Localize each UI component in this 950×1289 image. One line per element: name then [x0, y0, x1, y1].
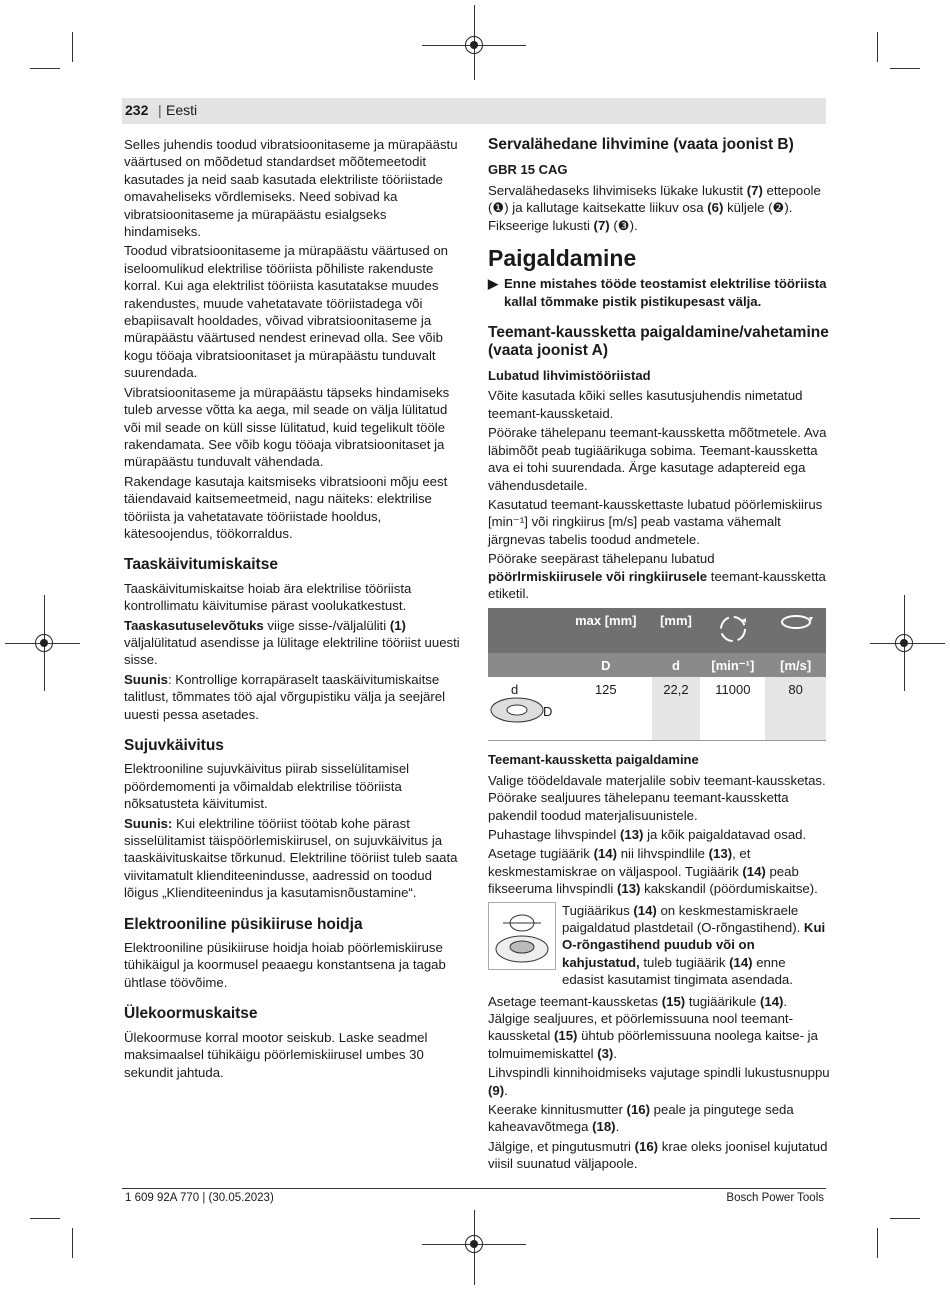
- crop-mark: [72, 1228, 73, 1258]
- o-ring-figure-row: [488, 902, 830, 989]
- table-header: D: [560, 653, 652, 677]
- bullet-triangle-icon: ▶: [488, 276, 499, 292]
- paragraph: Puhastage lihvspindel (13) ja kõik paigaldatavad osad.: [488, 826, 807, 842]
- paragraph: Pöörake seepärast tähelepanu lubatud pöörlrmiskiirusele või ringkiirusele teemant-kaussketta etiketil.: [488, 551, 826, 601]
- language-label: Eesti: [166, 102, 198, 118]
- paragraph: Pöörake tähelepanu teemant-kaussketta mõõtmetele. Ava läbimõõt peab tugiäärikuga sobima. Teemant-kaussketta ava ei tohi suurendada. Ärge kasutage adaptereid ega vähendusdetaile.: [488, 425, 827, 493]
- table-header: [m/s]: [765, 653, 826, 677]
- safety-warning: ▶ Enne mistahes tööde teostamist elektrilise tööriista kallal tõmmake pistik pistikupesast välja.: [488, 276, 827, 309]
- table-cell: 11000: [700, 677, 765, 741]
- right-column: [488, 136, 830, 1175]
- table-cell: 125: [560, 677, 652, 741]
- section-heading-constant-speed: Elektrooniline püsikiiruse hoidja: [124, 915, 363, 933]
- crop-mark: [877, 32, 878, 62]
- registration-mark-icon: [465, 1235, 483, 1253]
- model-heading: GBR 15 CAG: [488, 162, 568, 178]
- header-separator: |: [158, 102, 162, 118]
- crop-mark: [72, 32, 73, 62]
- crop-mark: [877, 1228, 878, 1258]
- paragraph: Asetage teemant-kaussketas (15) tugiäärikule (14). Jälgige sealjuures, et pöörlemissuuna nool teemant-kaussketal (15) ühtub pöörlemissuuna noolega kaitse- ja tolmuimemiskattel (3).: [488, 993, 818, 1061]
- table-top-header: max [mm]: [560, 608, 652, 653]
- crop-mark: [890, 68, 920, 69]
- paragraph: Valige töödeldavale materjalile sobiv teemant-kaussketas. Pöörake sealjuures tähelepanu teemant-kaussketta pakendil toodud materjalisuunistele.: [488, 772, 826, 823]
- table-header: d: [652, 653, 701, 677]
- section-heading-installation: Paigaldamine: [488, 245, 637, 272]
- registration-mark-icon: [35, 634, 53, 652]
- paragraph: Toodud vibratsioonitaseme ja mürapäästu väärtused on iseloomulikud elektrilise tööriista põhiliste rakenduste korral. Kui aga elektrilist tööriista kasutatakse muudes rakendustes, muude vahetatavate tööriistadega või ebapiisavalt hooldades, võivad vibratsioonitaseme ja mürapäästu väärtused nendest erinevad olla. See võib kogu tööaja vibratsioonitaset ja mürapäästu tunduvalt suurendada.: [124, 243, 449, 381]
- page-footer: [122, 1188, 826, 1204]
- disc-spec-table: [488, 608, 826, 741]
- table-header: [min⁻¹]: [700, 653, 765, 677]
- paragraph: Ülekoormuse korral mootor seiskub. Laske seadmel maksimaalsel tühikäigu pöörlemiskiirusel umbes 30 sekundit jahtuda.: [124, 1029, 428, 1080]
- paragraph: Servalähedaseks lihvimiseks lükake lukustit (7) ettepoole (❶) ja kallutage kaitsekatte liikuv osa (6) küljele (❷). Fikseerige lukusti (7) (❸).: [488, 182, 821, 233]
- paragraph: Keerake kinnitusmutter (16) peale ja pingutege seda kaheavavõtmega (18).: [488, 1102, 794, 1135]
- note-paragraph: Suunis: Kontrollige korrapäraselt taaskäivitumiskaitse talitlust, tõmmates töö ajal võrgupistiku välja ja seejärel uuesti pessa asetades.: [124, 671, 446, 722]
- paragraph: Vibratsioonitaseme ja mürapäästu täpseks hindamiseks tuleb arvesse võtta ka aega, mil seade on välja lülitatud või mil seade on küll sisse lülitatud, kuid tegelikult tööle rakendamata. See võib kogu tööaja vibratsioonitaset ja mürapäästu tunduvalt vähendada.: [124, 384, 450, 470]
- note-paragraph: Suunis: Kui elektriline tööriist töötab kohe pärast sisselülitamist täispöörlemiskiirusel, on sujuvkäivitus ja taaskäivituskaitse tõrkunud. Elektriline tööriist tuleb saata viivitamatult klienditeenindusse, aadressid on toodud lõigus „Klienditeenindus ja kasutamisnõustamine“.: [124, 815, 458, 901]
- rotation-speed-icon: [700, 608, 765, 653]
- crop-mark: [30, 1218, 60, 1219]
- peripheral-speed-icon: [765, 608, 826, 653]
- paragraph: Rakendage kasutaja kaitsmiseks vibratsiooni mõju eest täiendavaid kaitsemeetmeid, nagu näiteks: elektrilise tööriista ja vahetatavate tööriistade hooldus, kätesoojendus, töökorraldus.: [124, 473, 448, 541]
- table-cell: 22,2: [652, 677, 701, 741]
- disc-figure: d D: [488, 677, 560, 741]
- brand-label: Bosch Power Tools: [726, 1192, 824, 1204]
- paragraph: Kasutatud teemant-kausskettaste lubatud pöörlemiskiirus [min⁻¹] või ringkiirus [m/s] peab vastama vähemalt järgnevas tabelis toodud andmetele.: [488, 496, 823, 547]
- paragraph: Elektrooniline sujuvkäivitus piirab sisselülitamisel pöördemomenti ja võimaldab elektrilise tööriista nõksatusteta käivitumist.: [124, 761, 410, 812]
- flange-figure: [488, 902, 556, 970]
- paragraph: Taaskäivitumiskaitse hoiab ära elektrilise tööriista kontrollimatu käivitumise pärast voolukatkestust.: [124, 580, 412, 614]
- paragraph: Lihvspindli kinnihoidmiseks vajutage spindli lukustusnuppu (9).: [488, 1065, 830, 1098]
- crop-mark: [890, 1218, 920, 1219]
- subheading-allowed-tools: Lubatud lihvimistööriistad: [488, 368, 651, 384]
- paragraph: Selles juhendis toodud vibratsioonitaseme ja mürapäästu väärtused on mõõdetud standardset mõõtemeetodit kasutades ja neid saab kasutada elektriliste tööriistade omavaheliseks võrdlemiseks. Need sobivad ka vibratsioonitaseme ja mürapäästu esialgseks hindamiseks.: [124, 137, 458, 240]
- subheading-mounting: Teemant-kaussketta paigaldamine: [488, 752, 699, 768]
- document-id: 1 609 92A 770 | (30.05.2023): [125, 1192, 274, 1204]
- page-number: 232: [125, 102, 149, 118]
- paragraph: Taaskasutuselevõtuks viige sisse-/väljalüliti (1) väljalülitatud asendisse ja lülitage elektriline tööriist uuesti sisse.: [124, 617, 460, 668]
- crop-mark: [30, 68, 60, 69]
- paragraph: Võite kasutada kõiki selles kasutusjuhendis nimetatud teemant-kaussketaid.: [488, 388, 803, 421]
- paragraph: Jälgige, et pingutusmutri (16) krae oleks joonisel kujutatud viisil suunatud väljapoole.: [488, 1138, 828, 1172]
- section-heading-restart: Taaskäivitumiskaitse: [124, 556, 278, 574]
- section-heading-overload: Ülekoormuskaitse: [124, 1005, 258, 1023]
- section-heading-edge-grinding: Servalähedane lihvimine (vaata joonist B): [488, 136, 794, 153]
- section-heading-soft-start: Sujuvkäivitus: [124, 737, 224, 754]
- paragraph: Elektrooniline püsikiiruse hoidja hoiab pöörlemiskiiruse tühikäigul ja koormusel peaaegu konstantsena ja tagab ühtlase töövõime.: [124, 940, 446, 990]
- registration-mark-icon: [465, 36, 483, 54]
- section-heading-diamond-disc: Teemant-kaussketta paigaldamine/vahetamine (vaata joonist A): [488, 324, 829, 359]
- paragraph: Asetage tugiäärik (14) nii lihvspindlile (13), et keskmestamiskrae on väljaspool. Tugiäärik (14) peab fikseeruma lihvspindli (13) kakskandil (pöördumiskaitse).: [488, 846, 818, 897]
- page-header: [122, 98, 826, 124]
- registration-mark-icon: [895, 634, 913, 652]
- paragraph: Tugiäärikus (14) on keskmestamiskraele paigaldatud plastdetail (O-rõngastihend). Kui O-rõngastihend puudub või on kahjustatud, tuleb tugiäärik (14) enne edasist kasutamist tingimata asendada.: [562, 902, 826, 988]
- table-top-header: [mm]: [652, 608, 701, 653]
- table-cell: 80: [765, 677, 826, 741]
- left-column: [124, 136, 460, 1083]
